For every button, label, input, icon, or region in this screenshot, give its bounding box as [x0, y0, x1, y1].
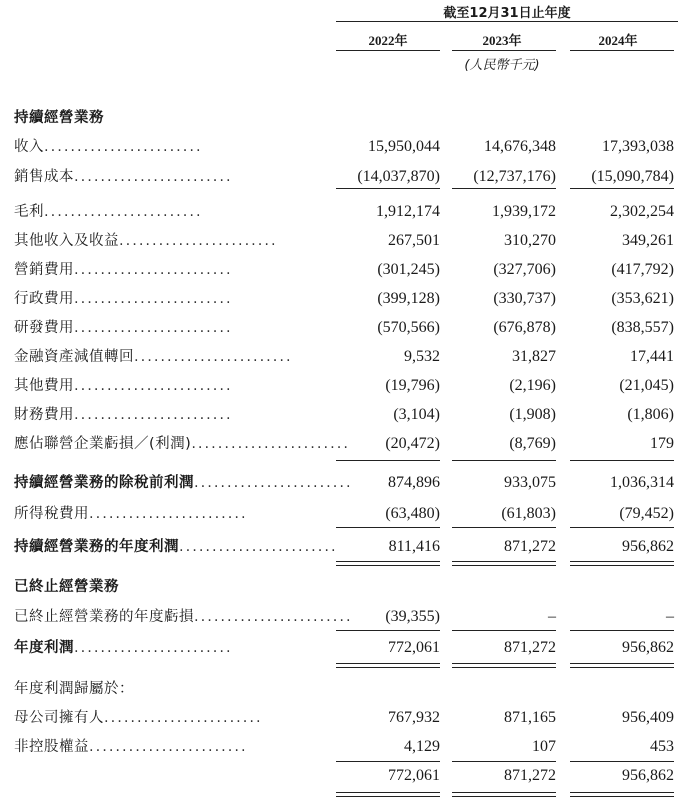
row-label: [14, 636, 330, 660]
double-underline: [570, 792, 674, 797]
value-cell-2023: 310,270: [504, 232, 556, 249]
leader-dots: ........................: [119, 233, 278, 249]
unit-label: (人民幣千元): [464, 58, 540, 73]
leader-dots: ........................: [191, 436, 350, 452]
row-label: [14, 135, 330, 159]
row-label: [14, 345, 330, 369]
row-label-text: 已終止經營業務: [14, 579, 119, 595]
value-cell-2023: (12,737,176): [473, 168, 556, 185]
row-label-text: 研發費用: [14, 320, 74, 336]
row-label-text: 銷售成本: [14, 169, 74, 185]
table-row: [0, 502, 695, 526]
value-cell-2024: –: [666, 608, 674, 625]
row-label-text: 應佔聯營企業虧損／(利潤): [14, 436, 192, 452]
value-cell-2023: (327,706): [493, 261, 556, 278]
value-cell-2023: (61,803): [501, 505, 556, 522]
value-cell-2024: (21,045): [619, 377, 674, 394]
value-cell-2023: (676,878): [493, 319, 556, 336]
leader-dots: ........................: [74, 320, 233, 336]
value-cell-2024: (1,806): [627, 406, 674, 423]
subtotal-rule: [570, 527, 674, 528]
value-cell-2022: 4,129: [404, 738, 440, 755]
leader-dots: ........................: [89, 739, 248, 755]
row-label: [14, 374, 330, 398]
value-cell-2024: 2,302,254: [610, 203, 674, 220]
value-cell-2022: (301,245): [377, 261, 440, 278]
value-cell-2022: 267,501: [388, 232, 440, 249]
leader-dots: ........................: [194, 609, 353, 625]
row-label: [14, 432, 350, 456]
value-cell-2022: 1,912,174: [376, 203, 440, 220]
double-underline: [570, 663, 674, 668]
value-cell-2024: (79,452): [619, 505, 674, 522]
row-label: [14, 200, 330, 224]
value-cell-2023: (8,769): [509, 435, 556, 452]
section-heading-row: [0, 106, 695, 130]
double-underline: [570, 561, 674, 566]
subtotal-rule: [452, 460, 556, 461]
value-cell-2022: 15,950,044: [368, 138, 440, 155]
year-rule-2024: [570, 50, 674, 51]
value-cell-2022: 811,416: [388, 538, 440, 555]
subtotal-rule: [452, 527, 556, 528]
value-cell-2022: (399,128): [377, 290, 440, 307]
value-cell-2022: 767,932: [388, 709, 440, 726]
value-cell-2023: (1,908): [509, 406, 556, 423]
table-row: [0, 316, 695, 340]
period-header-rule: [336, 21, 678, 22]
leader-dots: ........................: [74, 407, 233, 423]
table-row: [0, 165, 695, 189]
row-label-text: 金融資產減值轉回: [14, 349, 134, 365]
double-underline: [336, 561, 440, 566]
row-label: [14, 258, 330, 282]
table-row: [0, 636, 695, 660]
year-header-2023: 2023年: [482, 33, 522, 48]
value-cell-2024: 956,409: [622, 709, 674, 726]
table-row: [0, 764, 695, 788]
subtotal-rule: [336, 761, 440, 762]
value-cell-2022: 772,061: [388, 639, 440, 656]
section-heading: [14, 106, 330, 130]
double-underline: [336, 663, 440, 668]
row-label: [14, 229, 330, 253]
leader-dots: ........................: [44, 139, 203, 155]
double-underline: [336, 792, 440, 797]
row-label: [14, 165, 330, 189]
row-label-text: 年度利潤歸屬於：: [14, 681, 134, 697]
row-label-text: 行政費用: [14, 291, 74, 307]
value-cell-2023: 871,272: [504, 639, 556, 656]
row-label: [14, 471, 353, 495]
value-cell-2023: 933,075: [504, 474, 556, 491]
value-cell-2023: 871,272: [504, 767, 556, 784]
value-cell-2023: (330,737): [493, 290, 556, 307]
row-label-text: 所得稅費用: [14, 506, 89, 522]
subtotal-rule: [570, 460, 674, 461]
year-header-2024: 2024年: [598, 33, 638, 48]
value-cell-2022: (39,355): [385, 608, 440, 625]
row-label-text: 年度利潤: [14, 640, 74, 656]
leader-dots: ........................: [134, 349, 293, 365]
value-cell-2022: 772,061: [388, 767, 440, 784]
value-cell-2024: 453: [650, 738, 674, 755]
table-row: [0, 605, 695, 629]
leader-dots: ........................: [74, 291, 233, 307]
year-header-2022: 2022年: [368, 33, 408, 48]
double-underline: [452, 663, 556, 668]
table-row: [0, 735, 695, 759]
value-cell-2024: (417,792): [611, 261, 674, 278]
value-cell-2024: (15,090,784): [591, 168, 674, 185]
row-label-text: 收入: [14, 139, 44, 155]
leader-dots: ........................: [89, 506, 248, 522]
subtotal-rule: [570, 761, 674, 762]
leader-dots: ........................: [179, 539, 338, 555]
value-cell-2024: 17,393,038: [602, 138, 674, 155]
table-row: [0, 135, 695, 159]
leader-dots: ........................: [74, 640, 233, 656]
year-rule-2022: [336, 50, 440, 51]
value-cell-2022: (570,566): [377, 319, 440, 336]
double-underline: [452, 561, 556, 566]
subtotal-rule: [336, 460, 440, 461]
value-cell-2022: (3,104): [393, 406, 440, 423]
row-label: [14, 502, 330, 526]
section-heading-row: [0, 575, 695, 599]
row-label: [14, 403, 330, 427]
row-label-text: 財務費用: [14, 407, 74, 423]
leader-dots: ........................: [74, 169, 233, 185]
subtotal-rule: [336, 527, 440, 528]
leader-dots: ........................: [194, 475, 353, 491]
row-label-text: 其他收入及收益: [14, 233, 119, 249]
section-heading: [14, 575, 330, 599]
row-label-text: 持續經營業務的年度利潤: [14, 539, 179, 555]
section-heading: [14, 677, 330, 701]
table-row: [0, 200, 695, 224]
subtotal-rule: [452, 188, 556, 189]
table-row: [0, 535, 695, 559]
value-cell-2024: 1,036,314: [610, 474, 674, 491]
row-label: [14, 735, 330, 759]
table-row: [0, 258, 695, 282]
row-label-text: 母公司擁有人: [14, 710, 104, 726]
value-cell-2024: 17,441: [630, 348, 674, 365]
row-label: [14, 605, 353, 629]
subtotal-rule: [570, 630, 674, 631]
year-rule-2023: [452, 50, 556, 51]
value-cell-2023: (2,196): [509, 377, 556, 394]
value-cell-2024: 956,862: [622, 767, 674, 784]
row-label-text: 持續經營業務: [14, 110, 104, 126]
table-row: [0, 432, 695, 456]
table-row: [0, 229, 695, 253]
row-label-text: 其他費用: [14, 378, 74, 394]
value-cell-2024: 956,862: [622, 639, 674, 656]
value-cell-2022: (19,796): [385, 377, 440, 394]
row-label: [14, 535, 338, 559]
value-cell-2023: –: [548, 608, 556, 625]
leader-dots: ........................: [44, 204, 203, 220]
subtotal-rule: [452, 630, 556, 631]
row-label-text: 營銷費用: [14, 262, 74, 278]
value-cell-2024: 349,261: [622, 232, 674, 249]
leader-dots: ........................: [74, 262, 233, 278]
value-cell-2022: 9,532: [404, 348, 440, 365]
value-cell-2023: 871,272: [504, 538, 556, 555]
value-cell-2024: (353,621): [611, 290, 674, 307]
section-heading-row: [0, 677, 695, 701]
subtotal-rule: [336, 630, 440, 631]
row-label: [14, 706, 330, 730]
value-cell-2023: 31,827: [512, 348, 556, 365]
table-row: [0, 287, 695, 311]
value-cell-2024: 179: [650, 435, 674, 452]
subtotal-rule: [452, 761, 556, 762]
double-underline: [452, 792, 556, 797]
value-cell-2022: (20,472): [385, 435, 440, 452]
row-label-text: 已終止經營業務的年度虧損: [14, 609, 194, 625]
leader-dots: ........................: [104, 710, 263, 726]
row-label: [14, 316, 330, 340]
value-cell-2022: (14,037,870): [357, 168, 440, 185]
subtotal-rule: [336, 188, 440, 189]
leader-dots: ........................: [74, 378, 233, 394]
value-cell-2024: (838,557): [611, 319, 674, 336]
value-cell-2022: 874,896: [388, 474, 440, 491]
row-label: [14, 287, 330, 311]
value-cell-2023: 871,165: [504, 709, 556, 726]
row-label-text: 毛利: [14, 204, 44, 220]
table-row: [0, 403, 695, 427]
period-header: 截至12月31日止年度: [443, 6, 571, 21]
row-label-text: 持續經營業務的除稅前利潤: [14, 475, 194, 491]
value-cell-2023: 107: [532, 738, 556, 755]
value-cell-2022: (63,480): [385, 505, 440, 522]
subtotal-rule: [570, 188, 674, 189]
table-row: [0, 374, 695, 398]
value-cell-2023: 14,676,348: [484, 138, 556, 155]
table-row: [0, 345, 695, 369]
table-row: [0, 706, 695, 730]
value-cell-2023: 1,939,172: [492, 203, 556, 220]
table-row: [0, 471, 695, 495]
value-cell-2024: 956,862: [622, 538, 674, 555]
row-label-text: 非控股權益: [14, 739, 89, 755]
